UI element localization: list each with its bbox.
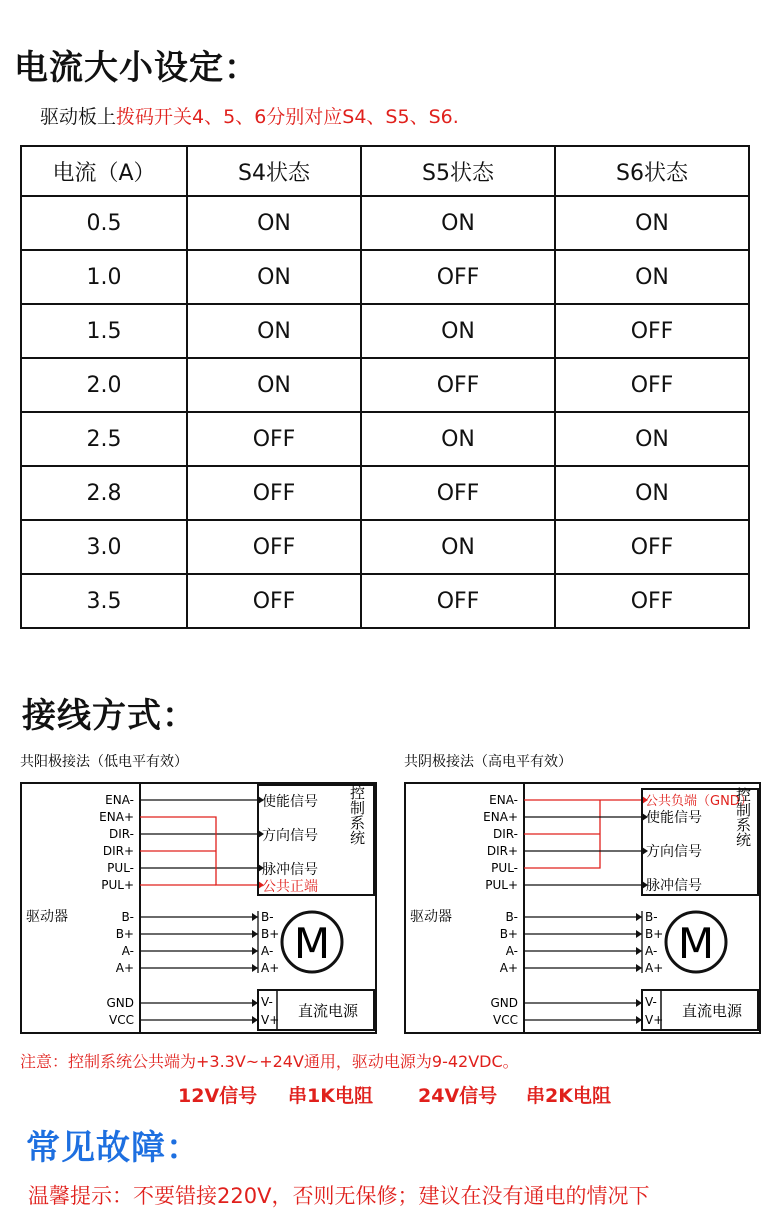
left-pin-pul-minus: PUL- <box>107 861 134 875</box>
right-outer-frame <box>405 783 760 1033</box>
cell-s4: OFF <box>187 412 361 466</box>
cell-current: 1.5 <box>21 304 187 358</box>
right-psu-label: 直流电源 <box>682 1002 743 1020</box>
left-ctrl-label: 控制系统 <box>348 785 366 845</box>
left-pin-gnd: GND <box>106 996 134 1010</box>
left-motor-a-plus: A+ <box>261 961 280 975</box>
faults-tip: 温馨提示：不要错接220V，否则无保修；建议在没有通电的情况下 <box>28 1184 650 1208</box>
right-pin-vcc: VCC <box>493 1013 518 1027</box>
intro-prefix: 驱动板上 <box>40 106 117 128</box>
cell-s6: OFF <box>555 574 749 628</box>
right-psu-v-plus: V+ <box>645 1013 664 1027</box>
left-pin-b-minus: B- <box>121 910 134 924</box>
resistor-2k-label: 串2K电阻 <box>526 1085 611 1107</box>
left-motor-b-plus: B+ <box>261 927 280 941</box>
cell-s4: OFF <box>187 520 361 574</box>
right-motor-symbol: M <box>677 919 715 968</box>
left-pin-vcc: VCC <box>109 1013 134 1027</box>
table-row <box>21 574 749 628</box>
cell-s5: OFF <box>361 574 555 628</box>
left-psu-v-plus: V+ <box>261 1013 280 1027</box>
cell-s4: OFF <box>187 574 361 628</box>
right-pin-ena-plus: ENA+ <box>483 810 518 824</box>
cell-s5: OFF <box>361 358 555 412</box>
cell-s6: OFF <box>555 520 749 574</box>
cell-s4: ON <box>187 196 361 250</box>
cell-current: 3.0 <box>21 520 187 574</box>
wiring-note: 注意：控制系统公共端为+3.3V~+24V通用，驱动电源为9-42VDC。 <box>20 1052 519 1071</box>
cell-s6: ON <box>555 250 749 304</box>
table-row <box>21 250 749 304</box>
left-common-wires <box>140 817 258 885</box>
right-ctrl-common: 公共负端（GND） <box>645 794 753 809</box>
signal-12v-label: 12V信号 <box>178 1085 258 1107</box>
faults-section-title: 常见故障： <box>26 1128 201 1168</box>
cell-s5: ON <box>361 520 555 574</box>
right-ctrl-enable: 使能信号 <box>646 810 702 826</box>
wiring-section-title: 接线方式： <box>22 696 197 736</box>
current-setting-table <box>20 145 750 629</box>
cell-s5: OFF <box>361 466 555 520</box>
dip-switch-intro <box>40 102 459 129</box>
table-row <box>21 466 749 520</box>
table-header-row <box>21 146 749 196</box>
right-pin-b-plus: B+ <box>499 927 518 941</box>
cell-s4: ON <box>187 358 361 412</box>
cell-s6: OFF <box>555 304 749 358</box>
cell-s5: ON <box>361 412 555 466</box>
header-current: 电流（A） <box>21 146 187 196</box>
table-row <box>21 358 749 412</box>
header-s6: S6状态 <box>555 146 749 196</box>
right-pin-dir-plus: DIR+ <box>486 844 518 858</box>
cell-current: 2.8 <box>21 466 187 520</box>
cell-current: 1.0 <box>21 250 187 304</box>
left-pin-b-plus: B+ <box>115 927 134 941</box>
table-row <box>21 304 749 358</box>
left-psu-label: 直流电源 <box>298 1002 359 1020</box>
current-section-title: 电流大小设定： <box>14 48 259 88</box>
cell-current: 3.5 <box>21 574 187 628</box>
left-ctrl-pulse: 脉冲信号 <box>262 862 318 878</box>
table-row <box>21 520 749 574</box>
right-caption: 共阴极接法（高电平有效） <box>404 754 572 770</box>
left-ctrl-common: 公共正端 <box>262 879 318 895</box>
right-motor-b-minus: B- <box>645 910 658 924</box>
cell-s4: ON <box>187 304 361 358</box>
right-pin-dir-minus: DIR- <box>493 827 518 841</box>
right-pin-ena-minus: ENA- <box>489 793 518 807</box>
right-motor-b-plus: B+ <box>645 927 664 941</box>
right-driver-label: 驱动器 <box>410 909 452 925</box>
left-pin-dir-minus: DIR- <box>109 827 134 841</box>
cell-s5: ON <box>361 304 555 358</box>
left-motor-b-minus: B- <box>261 910 274 924</box>
left-wiring-diagram <box>20 753 376 1033</box>
cell-s5: OFF <box>361 250 555 304</box>
right-pin-gnd: GND <box>490 996 518 1010</box>
left-psu-v-minus: V- <box>261 995 273 1009</box>
resistor-1k-label: 串1K电阻 <box>288 1085 373 1107</box>
right-pin-pul-plus: PUL+ <box>485 878 518 892</box>
wiring-diagrams <box>0 745 776 1045</box>
right-ctrl-label: 控制系统 <box>734 787 752 847</box>
right-wiring-diagram <box>404 753 760 1033</box>
signal-24v-label: 24V信号 <box>418 1085 498 1107</box>
left-driver-label: 驱动器 <box>26 909 68 925</box>
left-outer-frame <box>21 783 376 1033</box>
left-motor-symbol: M <box>293 919 331 968</box>
header-s5: S5状态 <box>361 146 555 196</box>
cell-s4: ON <box>187 250 361 304</box>
cell-current: 2.5 <box>21 412 187 466</box>
cell-s4: OFF <box>187 466 361 520</box>
cell-s6: ON <box>555 412 749 466</box>
left-pin-ena-minus: ENA- <box>105 793 134 807</box>
left-caption: 共阳极接法（低电平有效） <box>20 754 188 770</box>
cell-s6: ON <box>555 196 749 250</box>
right-pin-pul-minus: PUL- <box>491 861 518 875</box>
cell-current: 0.5 <box>21 196 187 250</box>
cell-s6: ON <box>555 466 749 520</box>
intro-highlight: 拨码开关4、5、6分别对应S4、S5、S6. <box>116 106 459 128</box>
cell-s5: ON <box>361 196 555 250</box>
table-row <box>21 412 749 466</box>
header-s4: S4状态 <box>187 146 361 196</box>
right-pin-a-minus: A- <box>505 944 518 958</box>
left-pin-a-plus: A+ <box>115 961 134 975</box>
right-pin-a-plus: A+ <box>499 961 518 975</box>
left-pin-dir-plus: DIR+ <box>102 844 134 858</box>
cell-current: 2.0 <box>21 358 187 412</box>
left-pin-ena-plus: ENA+ <box>99 810 134 824</box>
table-row <box>21 196 749 250</box>
right-ctrl-direction: 方向信号 <box>646 844 702 860</box>
right-common-wires <box>524 800 642 868</box>
left-ctrl-enable: 使能信号 <box>262 794 318 810</box>
right-motor-a-minus: A- <box>645 944 658 958</box>
right-pin-b-minus: B- <box>505 910 518 924</box>
right-ctrl-pulse: 脉冲信号 <box>646 878 702 894</box>
left-ctrl-direction: 方向信号 <box>262 828 318 844</box>
right-psu-v-minus: V- <box>645 995 657 1009</box>
left-pin-a-minus: A- <box>121 944 134 958</box>
left-pin-pul-plus: PUL+ <box>101 878 134 892</box>
left-motor-a-minus: A- <box>261 944 274 958</box>
right-motor-a-plus: A+ <box>645 961 664 975</box>
cell-s6: OFF <box>555 358 749 412</box>
